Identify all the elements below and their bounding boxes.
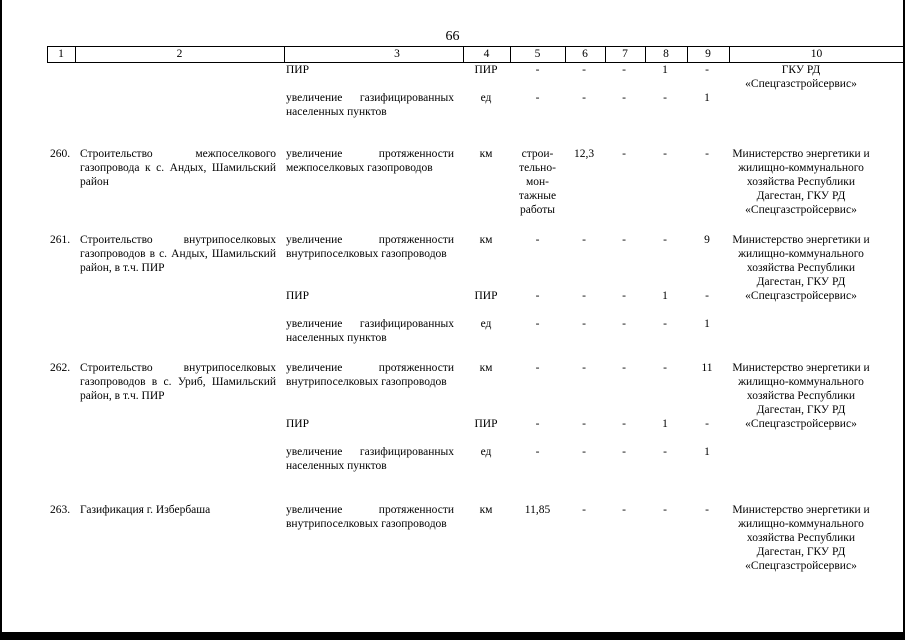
value-col-6: - xyxy=(582,446,586,458)
row-number: 261. xyxy=(50,234,71,246)
unit: ПИР xyxy=(474,290,498,302)
header-col-4: 4 xyxy=(483,48,490,60)
responsible: Министерство энергетики и жилищно-коммунального хозяйства Республики Дагестан, ГКУ РД «Спецгазстройсервис» xyxy=(732,504,870,572)
value-col-5: - xyxy=(535,234,540,246)
header-col-5: 5 xyxy=(534,48,541,60)
project-name: Газификация г. Избербаша xyxy=(80,504,211,516)
value-col-7: - xyxy=(622,64,626,76)
value-col-8: - xyxy=(663,92,667,104)
value-col-6: - xyxy=(582,418,586,430)
value-col-5: строи-тельно-мон-тажные работы xyxy=(518,148,557,216)
header-col-10: 10 xyxy=(810,48,823,60)
header-col-9: 9 xyxy=(705,48,711,60)
value-col-5: - xyxy=(535,362,540,374)
value-col-9: - xyxy=(705,290,709,302)
header-divider xyxy=(903,47,904,62)
indicator: ПИР xyxy=(286,290,310,302)
project-name: Строительство межпоселкового газопровода к с. Андых, Шамильский район xyxy=(80,148,276,188)
value-col-6: 12,3 xyxy=(573,148,595,160)
indicator: увеличение протяженности внутрипоселковых газопроводов xyxy=(286,504,454,530)
value-col-8: 1 xyxy=(662,64,668,76)
indicator: увеличение протяженности внутрипоселковых газопроводов xyxy=(286,362,454,388)
unit: км xyxy=(479,504,493,516)
header-col-6: 6 xyxy=(582,48,588,60)
value-col-8: 1 xyxy=(662,290,668,302)
value-col-9: - xyxy=(705,148,709,160)
value-col-7: - xyxy=(622,446,626,458)
value-col-6: - xyxy=(582,504,586,516)
indicator: ПИР xyxy=(286,64,310,76)
indicator: увеличение газифицированных населенных пунктов xyxy=(286,446,454,472)
unit: ед xyxy=(480,446,492,458)
value-col-9: 11 xyxy=(701,362,713,374)
unit: км xyxy=(479,362,493,374)
value-col-8: - xyxy=(663,446,667,458)
value-col-7: - xyxy=(622,92,626,104)
scan-border-left xyxy=(0,0,2,640)
value-col-8: - xyxy=(663,234,667,246)
unit: ПИР xyxy=(474,64,498,76)
value-col-9: 1 xyxy=(704,318,710,330)
value-col-5: - xyxy=(535,92,540,104)
indicator: ПИР xyxy=(286,418,310,430)
row-number: 262. xyxy=(50,362,71,374)
indicator: увеличение газифицированных населенных пунктов xyxy=(286,92,454,118)
value-col-6: - xyxy=(582,290,586,302)
header-col-2: 2 xyxy=(176,48,183,60)
value-col-8: - xyxy=(663,148,667,160)
value-col-5: - xyxy=(535,446,540,458)
value-col-6: - xyxy=(582,234,586,246)
value-col-9: - xyxy=(705,64,709,76)
header-col-1: 1 xyxy=(58,48,64,60)
header-col-8: 8 xyxy=(663,48,669,60)
value-col-7: - xyxy=(622,418,626,430)
header-col-7: 7 xyxy=(622,48,628,60)
header-col-3: 3 xyxy=(394,48,400,60)
value-col-9: 1 xyxy=(704,446,710,458)
value-col-6: - xyxy=(582,64,586,76)
responsible: Министерство энергетики и жилищно-коммунального хозяйства Республики Дагестан, ГКУ РД «Спецгазстройсервис» xyxy=(732,148,870,216)
project-name: Строительство внутрипоселковых газопроводов в с. Уриб, Шамильский район, в т.ч. ПИР xyxy=(80,362,276,402)
unit: ед xyxy=(480,318,492,330)
project-name: Строительство внутрипоселковых газопроводов в с. Андых, Шамильский район, в т.ч. ПИР xyxy=(80,234,276,274)
value-col-6: - xyxy=(582,318,586,330)
value-col-9: - xyxy=(705,504,709,516)
value-col-8: - xyxy=(663,318,667,330)
value-col-8: 1 xyxy=(662,418,668,430)
row-number: 263. xyxy=(50,504,71,516)
value-col-5: 11,85 xyxy=(524,504,551,516)
responsible: Министерство энергетики и жилищно-коммунального хозяйства Республики Дагестан, ГКУ РД «Спецгазстройсервис» xyxy=(732,234,870,302)
unit: ед xyxy=(480,92,492,104)
page-number: 66 xyxy=(445,29,460,44)
indicator: увеличение газифицированных населенных пунктов xyxy=(286,318,454,344)
responsible: ГКУ РД «Спецгазстройсервис» xyxy=(745,64,857,90)
value-col-8: - xyxy=(663,504,667,516)
value-col-8: - xyxy=(663,362,667,374)
responsible: Министерство энергетики и жилищно-коммунального хозяйства Республики Дагестан, ГКУ РД «Спецгазстройсервис» xyxy=(732,362,870,430)
value-col-6: - xyxy=(582,362,586,374)
unit: км xyxy=(479,234,493,246)
indicator: увеличение протяженности внутрипоселковых газопроводов xyxy=(286,234,454,260)
value-col-9: - xyxy=(705,418,709,430)
value-col-7: - xyxy=(622,234,626,246)
value-col-7: - xyxy=(622,290,626,302)
unit: км xyxy=(479,148,493,160)
table-header xyxy=(47,46,904,63)
row-number: 260. xyxy=(50,148,71,160)
value-col-6: - xyxy=(582,92,586,104)
value-col-7: - xyxy=(622,148,626,160)
value-col-7: - xyxy=(622,318,626,330)
value-col-7: - xyxy=(622,504,626,516)
unit: ПИР xyxy=(474,418,498,430)
value-col-9: 9 xyxy=(704,234,710,246)
value-col-7: - xyxy=(622,362,626,374)
scan-border-bottom xyxy=(0,632,905,640)
indicator: увеличение протяженности межпоселковых газопроводов xyxy=(286,148,454,174)
value-col-5: - xyxy=(535,64,540,76)
value-col-5: - xyxy=(535,418,540,430)
value-col-5: - xyxy=(535,290,540,302)
value-col-9: 1 xyxy=(704,92,710,104)
value-col-5: - xyxy=(535,318,540,330)
